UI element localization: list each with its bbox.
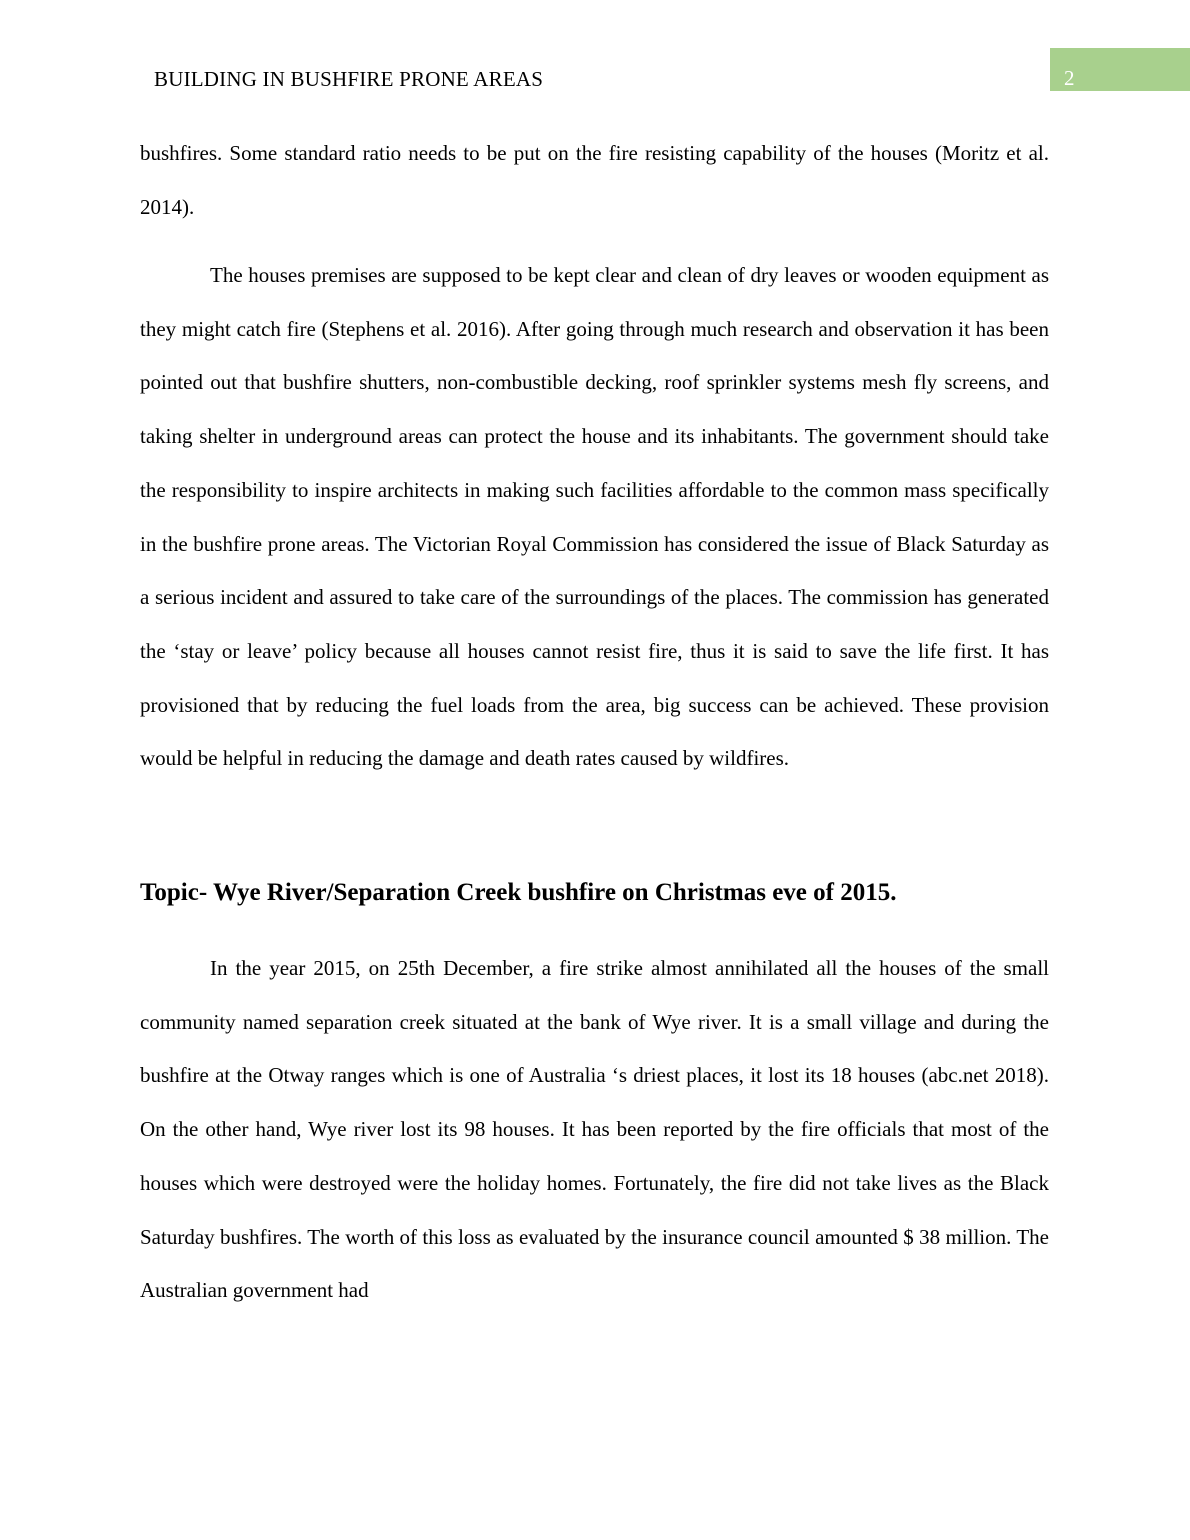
page-header [0, 0, 1190, 100]
paragraph-continuation: bushfires. Some standard ratio needs to be put on the fire resisting capability of the houses (Moritz et al. 2014). [140, 141, 1049, 219]
page-number-box [1050, 48, 1190, 91]
running-head: BUILDING IN BUSHFIRE PRONE AREAS [154, 67, 544, 91]
paragraph-wye-river: In the year 2015, on 25th December, a fire strike almost annihilated all the houses of the small community named separation creek situated at the bank of Wye river. It is a small village and during the bushfire at the Otway ranges which is one of Australia ‘s driest places, it lost its 18 houses (abc.net 2018). On the other hand, Wye river lost its 98 houses. It has been reported by the fire officials that most of the houses which were destroyed were the holiday homes. Fortunately, the fire did not take lives as the Black Saturday bushfires. The worth of this loss as evaluated by the insurance council amounted $ 38 million. The Australian government had [140, 956, 1049, 1303]
page-number: 2 [1064, 66, 1075, 90]
paragraph-houses-premises: The houses premises are supposed to be kept clear and clean of dry leaves or wooden equipment as they might catch fire (Stephens et al. 2016). After going through much research and observation it has been pointed out that bushfire shutters, non-combustible decking, roof sprinkler systems mesh fly screens, and taking shelter in underground areas can protect the house and its inhabitants. The government should take the responsibility to inspire architects in making such facilities affordable to the common mass specifically in the bushfire prone areas. The Victorian Royal Commission has considered the issue of Black Saturday as a serious incident and assured to take care of the surroundings of the places. The commission has generated the ‘stay or leave’ policy because all houses cannot resist fire, thus it is said to save the life first. It has provisioned that by reducing the fuel loads from the area, big success can be achieved. These provision would be helpful in reducing the damage and death rates caused by wildfires. [140, 263, 1049, 771]
section-heading: Topic- Wye River/Separation Creek bushfire on Christmas eve of 2015. [140, 879, 897, 906]
